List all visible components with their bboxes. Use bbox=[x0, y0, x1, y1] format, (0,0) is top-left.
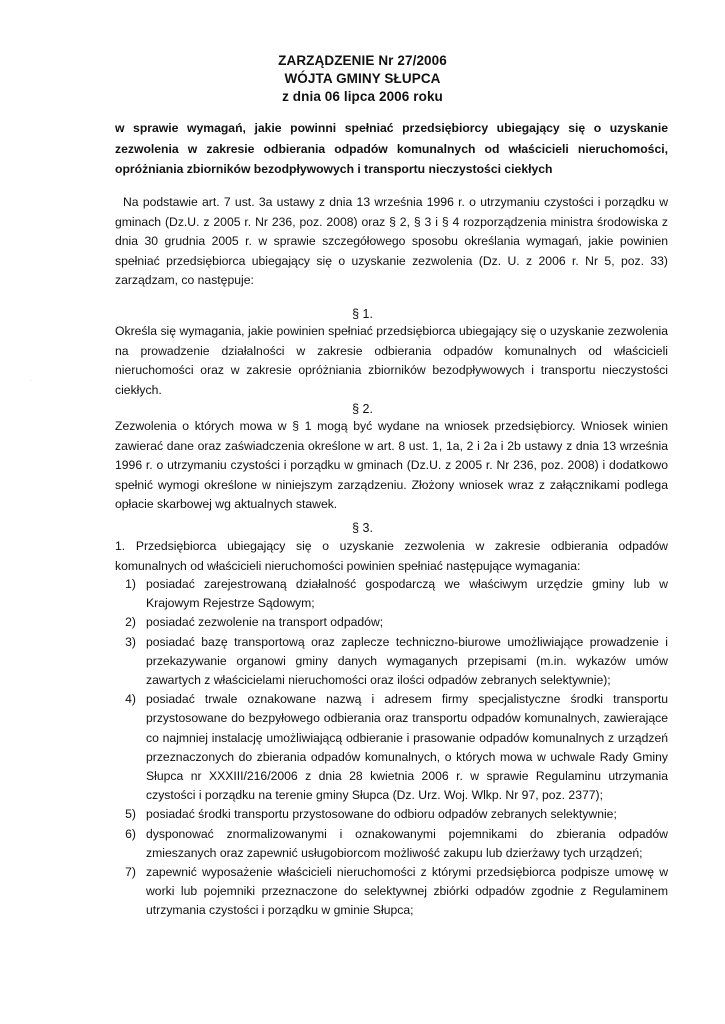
section-2-heading: § 2. bbox=[352, 402, 373, 416]
list-item-number: 2) bbox=[125, 615, 136, 630]
list-item-text: posiadać zarejestrowaną działalność gospodarczą we właściwym urzędzie gminy lub w Krajowym Rejestrze Sądowym; bbox=[146, 577, 668, 611]
list-item bbox=[108, 575, 668, 613]
list-item-number: 6) bbox=[125, 826, 136, 841]
preamble-paragraph: Na podstawie art. 7 ust. 3a ustawy z dnia 13 września 1996 r. o utrzymaniu czystości i porządku w gminach (Dz.U. z 2005 r. Nr 236, poz. 2008) oraz § 2, § 3 i § 4 rozporządzenia ministra środowiska z dnia 30 grudnia 2005 r. w sprawie szczegółowego sposobu określania wymagań, jakie powinien spełniać przedsiębiorca ubiegający się o uzyskanie zezwolenia (Dz. U. z 2006 r. Nr 5, poz. 33) zarządzam, co następuje: bbox=[115, 195, 668, 287]
ordinance-subject: w sprawie wymagań, jakie powinni spełniać przedsiębiorcy ubiegający się o uzyskanie zezwolenia w zakresie odbierania odpadów komunalnych od właścicieli nieruchomości, opróżniania zbiorników bezodpływowych i transportu nieczystości ciekłych bbox=[115, 121, 668, 176]
issuer-title: WÓJTA GMINY SŁUPCA bbox=[284, 71, 441, 86]
list-item-text: dysponować znormalizowanymi i oznakowanymi pojemnikami do zbierania odpadów zmieszanych oraz zapewnić usługobiorcom możliwość zakupu lub dzierżawy tych urządzeń; bbox=[146, 826, 668, 860]
list-item bbox=[108, 805, 668, 824]
list-item bbox=[108, 863, 668, 921]
list-item-number: 1) bbox=[125, 577, 136, 591]
section-1-text: Określa się wymagania, jakie powinien spełniać przedsiębiorca ubiegający się o uzyskanie zezwolenia na prowadzenie działalności w zakresie odbierania odpadów komunalnych od właścicieli nieruchomości oraz w zakresie opróżniania zbiorników bezodpływowych i transportu nieczystości ciekłych. bbox=[115, 324, 668, 397]
list-item bbox=[108, 825, 668, 863]
list-item bbox=[108, 690, 668, 805]
list-item-text: posiadać trwale oznakowane nazwą i adresem firmy specjalistyczne środki transportu przystosowane do bezpyłowego odbierania oraz transportu odpadów komunalnych, zawierające co najmniej instalację umożliwiającą odbieranie i prasowanie odpadów komunalnych z urządzeń przeznaczonych do zbierania odpadów komunalnych, o których mowa w uchwale Rady Gminy Słupca nr XXXIII/216/2006 z dnia 28 kwietnia 2006 r. w sprawie Regulaminu utrzymania czystości i porządku na terenie gminy Słupca (Dz. Urz. Woj. Wlkp. Nr 97, poz. 2377); bbox=[146, 692, 668, 803]
list-item-number: 3) bbox=[125, 634, 136, 649]
section-3-heading: § 3. bbox=[352, 521, 373, 535]
list-item-number: 5) bbox=[125, 807, 136, 822]
list-item-number: 4) bbox=[125, 692, 136, 707]
list-item-text: zapewnić wyposażenie właścicieli nieruchomości z którymi przedsiębiorca podpisze umowę w worki lub pojemniki przeznaczone do selektywnej zbiórki odpadów zgodnie z Regulaminem utrzymania czystości i porządku w gminie Słupca; bbox=[146, 865, 668, 918]
list-item-text: posiadać zezwolenie na transport odpadów; bbox=[146, 615, 384, 630]
ordinance-number: ZARZĄDZENIE Nr 27/2006 bbox=[278, 53, 447, 68]
list-item bbox=[108, 613, 668, 632]
list-item-text: posiadać środki transportu przystosowane do odbioru odpadów zebranych selektywnie; bbox=[146, 807, 617, 822]
document-header bbox=[0, 52, 725, 106]
list-item-text: posiadać bazę transportową oraz zaplecze techniczno-biurowe umożliwiające prowadzenie i przekazywanie organowi gminy danych wymaganych przepisami (m.in. wykazów umów zawartych z właścicielami nieruchomości oraz ilości odpadów zebranych selektywnie); bbox=[146, 634, 668, 688]
section-3-text: 1. Przedsiębiorca ubiegający się o uzyskanie zezwolenia w zakresie odbierania odpadów komunalnych od właścicieli nieruchomości powinien spełniać następujące wymagania: bbox=[115, 539, 668, 573]
list-item-number: 7) bbox=[125, 865, 136, 880]
requirements-list bbox=[108, 575, 668, 921]
list-item bbox=[108, 633, 668, 691]
scan-speck: · bbox=[30, 378, 32, 384]
section-1-heading: § 1. bbox=[352, 307, 373, 321]
section-2-text: Zezwolenia o których mowa w § 1 mogą być wydane na wniosek przedsiębiorcy. Wniosek winien zawierać dane oraz zaświadczenia określone w art. 8 ust. 1, 1a, 2 i 2a i 2b ustawy z dnia 13 września 1996 r. o utrzymaniu czystości i porządku w gminach (Dz.U. z 2005 r. Nr 236, poz. 2008) i dodatkowo spełnić wymogi określone w niniejszym zarządzeniu. Złożony wniosek wraz z załącznikami podlega opłacie skarbowej wg aktualnych stawek. bbox=[115, 419, 668, 511]
ordinance-date: z dnia 06 lipca 2006 roku bbox=[282, 89, 443, 104]
